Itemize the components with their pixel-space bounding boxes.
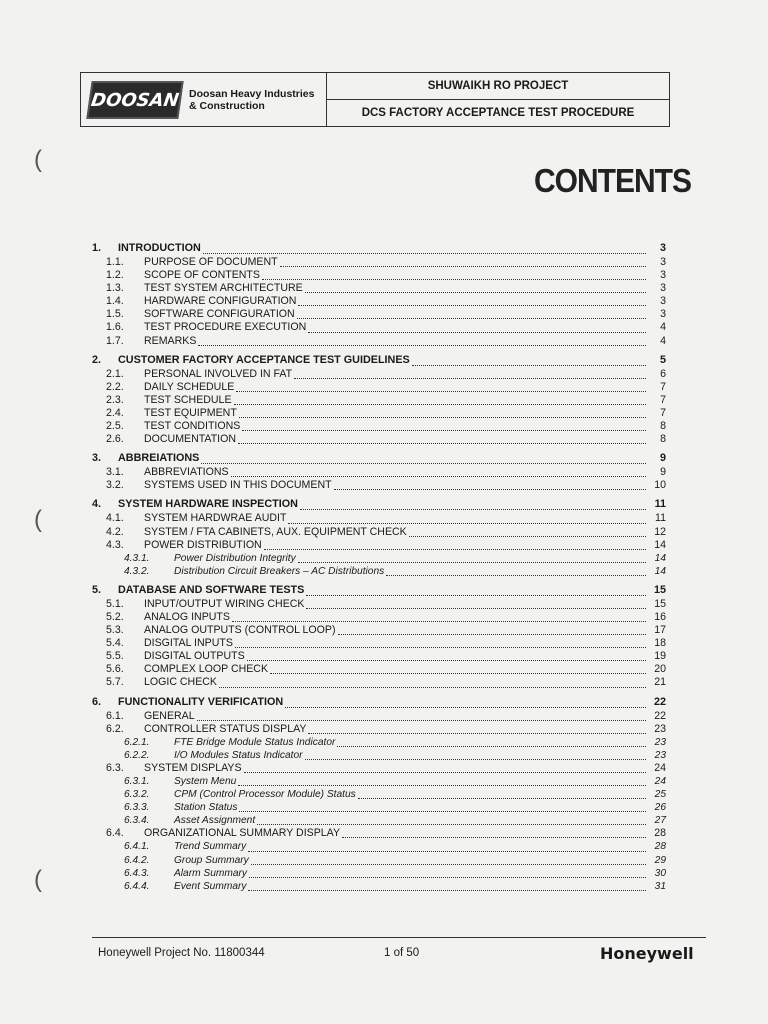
toc-entry bbox=[92, 801, 666, 814]
toc-entry-number: 5.1. bbox=[106, 597, 124, 610]
toc-entry bbox=[92, 335, 666, 348]
toc-entry-page: 16 bbox=[654, 610, 666, 623]
toc-entry-title: SYSTEM HARDWRAE AUDIT bbox=[144, 512, 287, 525]
company-name bbox=[189, 88, 314, 112]
toc-entry-page: 14 bbox=[654, 538, 666, 551]
toc-entry-number: 5.2. bbox=[106, 610, 124, 623]
toc-entry bbox=[92, 749, 666, 762]
toc-dot-leader bbox=[298, 305, 646, 306]
toc-entry-page: 14 bbox=[654, 552, 666, 564]
toc-dot-leader bbox=[358, 798, 646, 799]
toc-entry-title: INPUT/OUTPUT WIRING CHECK bbox=[144, 597, 305, 610]
toc-entry-number: 6.3.1. bbox=[124, 776, 150, 787]
toc-entry-title: FUNCTIONALITY VERIFICATION bbox=[118, 695, 284, 708]
toc-entry-page: 29 bbox=[654, 854, 666, 866]
toc-entry-title: LOGIC CHECK bbox=[144, 676, 217, 689]
toc-entry-title: Distribution Circuit Breakers – AC Distributions bbox=[174, 565, 385, 577]
toc-dot-leader bbox=[201, 463, 646, 464]
toc-dot-leader bbox=[412, 365, 646, 366]
toc-entry-number: 4.3.2. bbox=[124, 565, 150, 577]
toc-entry-title: DOCUMENTATION bbox=[144, 433, 237, 446]
toc-entry-title: Station Status bbox=[174, 802, 238, 814]
toc-entry-title: TEST SYSTEM ARCHITECTURE bbox=[144, 282, 303, 295]
header-company-cell bbox=[81, 73, 327, 126]
toc-entry bbox=[92, 452, 666, 466]
toc-dot-leader bbox=[338, 634, 646, 635]
toc-entry-page: 28 bbox=[654, 841, 666, 853]
toc-entry-title: SYSTEM HARDWARE INSPECTION bbox=[118, 498, 298, 511]
toc-entry-title: TEST CONDITIONS bbox=[144, 420, 241, 433]
toc-entry-page: 19 bbox=[654, 650, 666, 663]
toc-entry-number: 2.6. bbox=[106, 433, 124, 446]
toc-dot-leader bbox=[244, 772, 646, 773]
toc-entry-title: SYSTEMS USED IN THIS DOCUMENT bbox=[144, 479, 332, 492]
toc-entry-page: 30 bbox=[654, 867, 666, 879]
toc-entry-title: CUSTOMER FACTORY ACCEPTANCE TEST GUIDELINES bbox=[118, 353, 410, 366]
footer-rule bbox=[92, 937, 706, 938]
toc-entry-page: 12 bbox=[654, 525, 666, 538]
toc-entry-number: 4.1. bbox=[106, 512, 124, 525]
toc-entry-number: 5.5. bbox=[106, 650, 124, 663]
toc-dot-leader bbox=[298, 562, 646, 563]
toc-entry bbox=[92, 539, 666, 552]
toc-dot-leader bbox=[342, 837, 646, 838]
toc-dot-leader bbox=[219, 687, 646, 688]
toc-dot-leader bbox=[198, 345, 646, 346]
toc-entry-page: 3 bbox=[660, 256, 666, 268]
toc-dot-leader bbox=[300, 509, 646, 510]
toc-entry-page: 8 bbox=[660, 433, 666, 446]
toc-entry-title: DISGITAL OUTPUTS bbox=[144, 650, 245, 663]
toc-entry-number: 6. bbox=[92, 695, 102, 708]
toc-entry bbox=[92, 788, 666, 801]
toc-entry bbox=[92, 775, 666, 788]
toc-entry-number: 6.2.2. bbox=[124, 749, 150, 761]
toc-entry bbox=[92, 723, 666, 736]
toc-entry-page: 9 bbox=[659, 452, 666, 465]
toc-entry bbox=[92, 696, 666, 710]
toc-entry-page: 3 bbox=[660, 282, 666, 295]
toc-entry-title: SYSTEM DISPLAYS bbox=[144, 761, 242, 774]
toc-entry-title: Alarm Summary bbox=[174, 867, 248, 879]
toc-dot-leader bbox=[297, 318, 646, 319]
toc-entry-page: 3 bbox=[660, 308, 666, 321]
toc-entry bbox=[92, 479, 666, 492]
toc-entry-title: TEST SCHEDULE bbox=[144, 393, 232, 406]
toc-entry-number: 1.2. bbox=[106, 269, 124, 282]
toc-entry bbox=[92, 381, 666, 394]
toc-entry-title: ABBREIATIONS bbox=[118, 452, 200, 465]
toc-dot-leader bbox=[306, 595, 646, 596]
toc-entry bbox=[92, 710, 666, 723]
toc-entry-number: 2.4. bbox=[106, 406, 124, 419]
toc-entry bbox=[92, 584, 666, 598]
toc-entry-number: 1.1. bbox=[106, 256, 124, 268]
table-of-contents bbox=[92, 236, 666, 893]
toc-entry-number: 5.3. bbox=[106, 624, 124, 637]
toc-entry-title: Asset Assignment bbox=[174, 815, 256, 827]
toc-entry-title: FTE Bridge Module Status Indicator bbox=[174, 736, 336, 748]
toc-dot-leader bbox=[242, 430, 646, 431]
toc-entry-page: 27 bbox=[654, 815, 666, 827]
toc-entry-title: I/O Modules Status Indicator bbox=[174, 749, 303, 761]
toc-dot-leader bbox=[264, 549, 646, 550]
toc-entry-title: COMPLEX LOOP CHECK bbox=[144, 663, 269, 676]
toc-entry-page: 5 bbox=[659, 353, 666, 366]
toc-entry bbox=[92, 552, 666, 565]
toc-dot-leader bbox=[248, 851, 646, 852]
project-number: Honeywell Project No. 11800344 bbox=[98, 947, 265, 959]
toc-entry bbox=[92, 269, 666, 282]
toc-dot-leader bbox=[288, 523, 646, 524]
toc-entry-page: 18 bbox=[654, 637, 666, 650]
toc-entry bbox=[92, 368, 666, 381]
toc-entry-page: 23 bbox=[654, 722, 666, 735]
binder-hole-mark: ( bbox=[34, 506, 42, 533]
toc-entry-number: 2. bbox=[92, 353, 102, 366]
toc-entry bbox=[92, 256, 666, 269]
toc-entry-page: 11 bbox=[654, 498, 666, 511]
toc-entry bbox=[92, 676, 666, 689]
toc-entry bbox=[92, 827, 666, 840]
toc-entry-title: CONTROLLER STATUS DISPLAY bbox=[144, 722, 307, 735]
toc-entry-page: 23 bbox=[654, 736, 666, 748]
toc-entry-page: 4 bbox=[660, 321, 666, 334]
toc-dot-leader bbox=[386, 575, 646, 576]
toc-entry bbox=[92, 242, 666, 256]
toc-dot-leader bbox=[308, 332, 646, 333]
toc-entry-page: 25 bbox=[654, 789, 666, 801]
toc-entry-page: 9 bbox=[660, 466, 666, 479]
toc-entry-title: GENERAL bbox=[144, 709, 195, 722]
toc-entry bbox=[92, 526, 666, 539]
toc-entry bbox=[92, 840, 666, 853]
toc-entry-number: 5.7. bbox=[106, 676, 124, 689]
doosan-logo: DOOSAN bbox=[86, 81, 183, 119]
toc-entry bbox=[92, 762, 666, 775]
binder-hole-mark: ( bbox=[34, 866, 42, 893]
toc-dot-leader bbox=[409, 536, 646, 537]
toc-entry-page: 4 bbox=[660, 334, 666, 347]
toc-entry-page: 24 bbox=[654, 776, 666, 787]
toc-entry-title: ANALOG INPUTS bbox=[144, 610, 230, 623]
toc-entry-page: 15 bbox=[653, 583, 666, 596]
toc-entry-number: 3.1. bbox=[106, 466, 124, 479]
toc-entry-page: 15 bbox=[654, 597, 666, 610]
toc-entry-page: 24 bbox=[654, 761, 666, 774]
toc-dot-leader bbox=[203, 253, 646, 254]
toc-entry-number: 1.6. bbox=[106, 321, 124, 334]
toc-entry-title: SOFTWARE CONFIGURATION bbox=[144, 308, 295, 321]
toc-entry-page: 7 bbox=[660, 393, 666, 406]
toc-entry-page: 23 bbox=[654, 749, 666, 761]
toc-dot-leader bbox=[305, 759, 646, 760]
toc-entry-number: 1.4. bbox=[106, 295, 124, 308]
toc-entry bbox=[92, 394, 666, 407]
toc-dot-leader bbox=[305, 292, 646, 293]
toc-entry bbox=[92, 650, 666, 663]
toc-entry-title: INTRODUCTION bbox=[118, 242, 201, 254]
toc-entry-number: 6.3.4. bbox=[124, 815, 150, 827]
toc-dot-leader bbox=[257, 824, 646, 825]
toc-entry-number: 6.4. bbox=[106, 827, 124, 840]
toc-entry bbox=[92, 466, 666, 479]
toc-entry bbox=[92, 867, 666, 880]
toc-entry bbox=[92, 598, 666, 611]
toc-entry-page: 20 bbox=[654, 663, 666, 676]
toc-entry-page: 11 bbox=[655, 512, 666, 525]
toc-entry-number: 3.2. bbox=[106, 479, 124, 492]
toc-entry-title: ORGANIZATIONAL SUMMARY DISPLAY bbox=[144, 827, 341, 840]
toc-entry-title: TEST EQUIPMENT bbox=[144, 406, 237, 419]
toc-entry-title: PURPOSE OF DOCUMENT bbox=[144, 256, 278, 268]
toc-entry bbox=[92, 624, 666, 637]
document-title: DCS FACTORY ACCEPTANCE TEST PROCEDURE bbox=[361, 107, 635, 119]
toc-dot-leader bbox=[270, 673, 646, 674]
toc-entry-number: 6.1. bbox=[106, 709, 124, 722]
toc-dot-leader bbox=[280, 266, 646, 267]
toc-dot-leader bbox=[231, 476, 646, 477]
toc-dot-leader bbox=[239, 811, 646, 812]
toc-entry-number: 1.3. bbox=[106, 282, 124, 295]
header-title-cell bbox=[327, 73, 669, 126]
toc-entry-title: ABBREVIATIONS bbox=[144, 466, 229, 479]
toc-dot-leader bbox=[247, 660, 646, 661]
toc-entry-page: 22 bbox=[654, 709, 666, 722]
toc-dot-leader bbox=[334, 489, 646, 490]
toc-entry-number: 1. bbox=[92, 242, 102, 254]
toc-entry-number: 4.2. bbox=[106, 525, 124, 538]
toc-entry-number: 6.4.4. bbox=[124, 880, 150, 892]
toc-dot-leader bbox=[235, 647, 646, 648]
toc-entry-page: 8 bbox=[660, 420, 666, 433]
toc-entry bbox=[92, 295, 666, 308]
toc-entry-page: 10 bbox=[654, 479, 666, 492]
toc-entry-title: Event Summary bbox=[174, 880, 247, 892]
toc-entry-title: TEST PROCEDURE EXECUTION bbox=[144, 321, 307, 334]
toc-entry-number: 5.4. bbox=[106, 637, 124, 650]
toc-entry bbox=[92, 498, 666, 512]
toc-entry-page: 6 bbox=[660, 367, 666, 380]
toc-entry bbox=[92, 663, 666, 676]
toc-entry bbox=[92, 512, 666, 525]
toc-entry-title: Trend Summary bbox=[174, 841, 247, 853]
page-number: 1 of 50 bbox=[384, 947, 420, 959]
toc-entry-number: 1.5. bbox=[106, 308, 124, 321]
toc-entry-number: 4.3. bbox=[106, 538, 124, 551]
toc-entry-page: 14 bbox=[654, 565, 666, 577]
toc-entry bbox=[92, 282, 666, 295]
toc-dot-leader bbox=[239, 417, 646, 418]
contents-heading: CONTENTS bbox=[534, 163, 691, 200]
toc-entry-title: SCOPE OF CONTENTS bbox=[144, 269, 260, 282]
project-name: SHUWAIKH RO PROJECT bbox=[327, 73, 669, 100]
toc-dot-leader bbox=[197, 720, 646, 721]
toc-entry-number: 6.3. bbox=[106, 761, 124, 774]
toc-entry-number: 2.2. bbox=[106, 380, 124, 393]
toc-dot-leader bbox=[236, 391, 646, 392]
toc-entry bbox=[92, 354, 666, 368]
toc-entry-number: 6.4.3. bbox=[124, 867, 150, 879]
toc-entry-page: 3 bbox=[660, 295, 666, 308]
toc-entry-title: POWER DISTRIBUTION bbox=[144, 538, 262, 551]
toc-entry bbox=[92, 814, 666, 827]
toc-entry-title: ANALOG OUTPUTS (CONTROL LOOP) bbox=[144, 624, 336, 637]
toc-entry-title: Group Summary bbox=[174, 854, 249, 866]
toc-entry bbox=[92, 407, 666, 420]
document-header bbox=[80, 72, 670, 127]
company-line-2: & Construction bbox=[189, 99, 265, 112]
toc-entry-title: DAILY SCHEDULE bbox=[144, 380, 235, 393]
toc-entry bbox=[92, 420, 666, 433]
toc-dot-leader bbox=[285, 707, 646, 708]
toc-entry bbox=[92, 321, 666, 334]
toc-entry-page: 7 bbox=[660, 406, 666, 419]
toc-dot-leader bbox=[238, 443, 646, 444]
toc-entry-number: 4. bbox=[92, 498, 102, 511]
toc-dot-leader bbox=[262, 279, 646, 280]
toc-entry-page: 3 bbox=[660, 269, 666, 282]
toc-entry-number: 5. bbox=[92, 583, 102, 596]
toc-entry-number: 6.2.1. bbox=[124, 736, 150, 748]
toc-entry-title: DATABASE AND SOFTWARE TESTS bbox=[118, 583, 305, 596]
toc-entry-number: 6.3.3. bbox=[124, 802, 150, 814]
toc-entry bbox=[92, 637, 666, 650]
toc-entry-number: 2.5. bbox=[106, 420, 124, 433]
toc-entry-number: 4.3.1. bbox=[124, 552, 150, 564]
toc-entry-title: CPM (Control Processor Module) Status bbox=[174, 789, 356, 801]
toc-entry-page: 28 bbox=[654, 827, 666, 840]
toc-entry bbox=[92, 308, 666, 321]
toc-entry bbox=[92, 611, 666, 624]
toc-dot-leader bbox=[232, 621, 646, 622]
toc-dot-leader bbox=[238, 785, 646, 786]
toc-entry-title: DISGITAL INPUTS bbox=[144, 637, 233, 650]
toc-entry bbox=[92, 736, 666, 749]
toc-dot-leader bbox=[337, 746, 646, 747]
toc-entry-title: SYSTEM / FTA CABINETS, AUX. EQUIPMENT CHECK bbox=[144, 525, 407, 538]
toc-entry bbox=[92, 880, 666, 893]
toc-dot-leader bbox=[308, 733, 646, 734]
toc-entry-page: 3 bbox=[659, 242, 666, 254]
toc-entry-number: 1.7. bbox=[106, 334, 124, 347]
toc-entry-title: HARDWARE CONFIGURATION bbox=[144, 295, 297, 308]
toc-entry-page: 26 bbox=[654, 802, 666, 814]
toc-entry-page: 21 bbox=[654, 676, 666, 689]
toc-entry-page: 31 bbox=[654, 880, 666, 892]
toc-entry-title: PERSONAL INVOLVED IN FAT bbox=[144, 367, 293, 380]
toc-dot-leader bbox=[306, 608, 646, 609]
toc-entry bbox=[92, 433, 666, 446]
toc-entry-number: 6.4.2. bbox=[124, 854, 150, 866]
toc-entry-title: System Menu bbox=[174, 776, 237, 787]
toc-dot-leader bbox=[251, 864, 646, 865]
toc-entry-page: 7 bbox=[660, 380, 666, 393]
toc-entry-page: 17 bbox=[654, 624, 666, 637]
toc-entry-number: 5.6. bbox=[106, 663, 124, 676]
toc-entry bbox=[92, 565, 666, 578]
toc-entry bbox=[92, 854, 666, 867]
toc-entry-number: 6.3.2. bbox=[124, 789, 150, 801]
toc-dot-leader bbox=[249, 877, 646, 878]
toc-entry-page: 22 bbox=[653, 695, 666, 708]
toc-dot-leader bbox=[234, 404, 646, 405]
toc-entry-number: 3. bbox=[92, 452, 102, 465]
toc-entry-number: 2.3. bbox=[106, 393, 124, 406]
toc-entry-number: 6.2. bbox=[106, 722, 124, 735]
toc-dot-leader bbox=[294, 378, 646, 379]
toc-entry-number: 6.4.1. bbox=[124, 841, 150, 853]
binder-hole-mark: ( bbox=[34, 146, 42, 173]
company-line-1: Doosan Heavy Industries bbox=[189, 87, 315, 100]
toc-entry-number: 2.1. bbox=[106, 367, 124, 380]
toc-entry-title: Power Distribution Integrity bbox=[174, 552, 296, 564]
toc-dot-leader bbox=[248, 890, 646, 891]
toc-entry-title: REMARKS bbox=[144, 334, 197, 347]
honeywell-logo: Honeywell bbox=[600, 944, 694, 963]
